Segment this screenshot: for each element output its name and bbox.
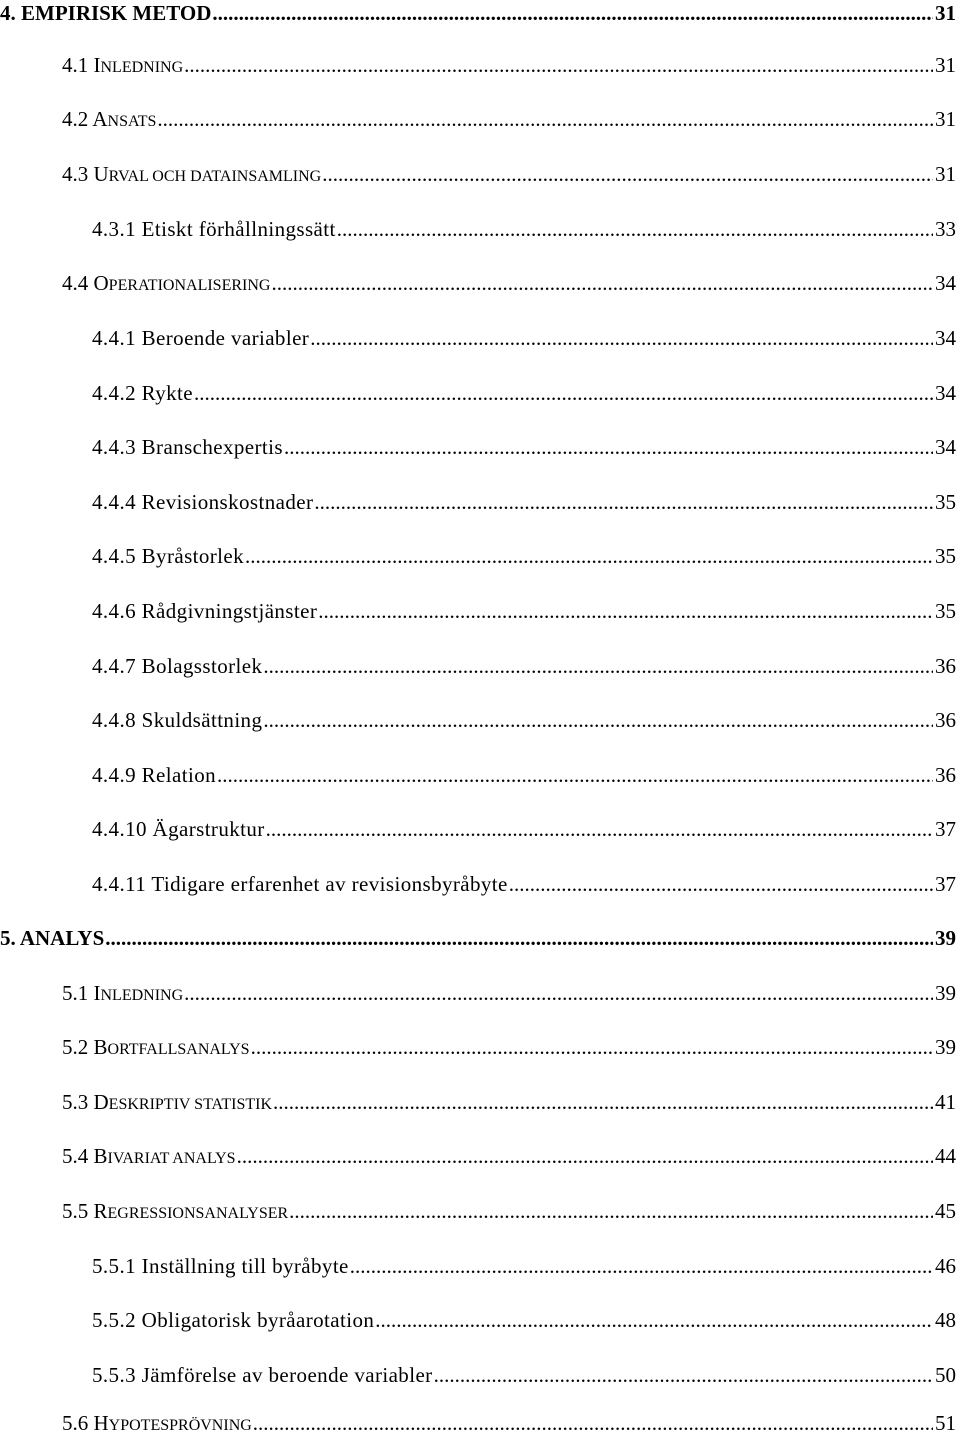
- toc-entry-5-4[interactable]: [62, 1143, 956, 1172]
- toc-entry-5-5-3[interactable]: [92, 1362, 956, 1388]
- toc-entry-page: 31: [935, 1, 956, 25]
- toc-entry-4-3[interactable]: [62, 161, 956, 190]
- toc-entry-page: 48: [935, 1308, 956, 1332]
- toc-entry-initial: B: [93, 1035, 108, 1059]
- toc-entry-5-5-2[interactable]: [92, 1307, 956, 1333]
- toc-entry-page: 45: [935, 1199, 956, 1223]
- dot-leader: [263, 707, 933, 733]
- toc-entry-5-3[interactable]: [62, 1089, 956, 1118]
- toc-entry-page: 35: [935, 544, 956, 568]
- dot-leader: [289, 1198, 933, 1224]
- toc-entry-number: 5.4: [62, 1144, 89, 1168]
- toc-entry-number: 5.6: [62, 1411, 89, 1435]
- toc-entry-smallcaps: NLEDNING: [100, 987, 184, 1004]
- toc-entry-label: 4.4.11 Tidigare erfarenhet av revisionsbyråbyte: [92, 872, 508, 896]
- toc-entry-smallcaps: IVARIAT ANALYS: [107, 1150, 236, 1167]
- toc-entry-page: 37: [935, 872, 956, 896]
- toc-entry-4-4-4[interactable]: [92, 489, 956, 515]
- toc-entry-label: [62, 1034, 250, 1063]
- toc-entry-5-1[interactable]: [62, 980, 956, 1009]
- toc-entry-page: 31: [935, 107, 956, 131]
- toc-entry-page: 44: [935, 1144, 956, 1168]
- toc-entry-initial: U: [93, 162, 109, 186]
- toc-entry-label: [62, 1198, 288, 1227]
- toc-entry-label: 4.4.5 Byråstorlek: [92, 544, 245, 568]
- dot-leader: [263, 653, 933, 679]
- toc-entry-page: 36: [935, 763, 956, 787]
- toc-entry-number: 5.5: [62, 1199, 89, 1223]
- toc-entry-label: [62, 980, 183, 1009]
- toc-entry-page: 34: [935, 326, 956, 350]
- toc-entry-4-3-1[interactable]: [92, 216, 956, 242]
- toc-entry-number: 5.2: [62, 1035, 89, 1059]
- dot-leader: [245, 543, 933, 569]
- toc-entry-label: 4. EMPIRISK METOD: [0, 1, 212, 25]
- toc-entry-page: 34: [935, 271, 956, 295]
- toc-entry-page: 36: [935, 654, 956, 678]
- toc-entry-5-5-1[interactable]: [92, 1253, 956, 1279]
- toc-entry-4-4[interactable]: [62, 270, 956, 299]
- dot-leader: [251, 1034, 933, 1060]
- dot-leader: [314, 489, 933, 515]
- toc-entry-page: 39: [935, 981, 956, 1005]
- toc-entry-5-6[interactable]: [62, 1410, 956, 1439]
- toc-entry-label: 4.4.6 Rådgivningstjänster: [92, 599, 318, 623]
- dot-leader: [194, 380, 933, 406]
- toc-entry-page: 33: [935, 217, 956, 241]
- dot-leader: [318, 598, 933, 624]
- toc-entry-initial: O: [93, 271, 109, 295]
- toc-entry-page: 34: [935, 435, 956, 459]
- toc-entry-chapter-5[interactable]: [0, 925, 956, 951]
- dot-leader: [266, 816, 933, 842]
- dot-leader: [284, 434, 933, 460]
- toc-entry-label: 4.4.3 Branschexpertis: [92, 435, 283, 459]
- toc-entry-4-4-10[interactable]: [92, 816, 956, 842]
- toc-entry-4-4-1[interactable]: [92, 325, 956, 351]
- toc-entry-label: 5.5.2 Obligatorisk byråarotation: [92, 1308, 375, 1332]
- toc-entry-initial: D: [93, 1090, 109, 1114]
- toc-entry-page: 31: [935, 53, 956, 77]
- toc-entry-label: [62, 161, 321, 190]
- toc-entry-page: 31: [935, 162, 956, 186]
- toc-entry-label: [62, 52, 183, 81]
- toc-entry-page: 35: [935, 490, 956, 514]
- toc-entry-number: 4.3: [62, 162, 89, 186]
- toc-entry-4-2[interactable]: [62, 106, 956, 135]
- dot-leader: [237, 1143, 933, 1169]
- toc-entry-label: 4.4.4 Revisionskostnader: [92, 490, 314, 514]
- toc-entry-4-4-7[interactable]: [92, 653, 956, 679]
- toc-entry-number: 4.1: [62, 53, 89, 77]
- toc-entry-5-2[interactable]: [62, 1034, 956, 1063]
- toc-entry-page: 34: [935, 381, 956, 405]
- toc-entry-initial: A: [92, 107, 108, 131]
- dot-leader: [271, 270, 933, 296]
- toc-entry-page: 50: [935, 1363, 956, 1387]
- toc-entry-page: 37: [935, 817, 956, 841]
- dot-leader: [212, 0, 933, 26]
- dot-leader: [105, 925, 933, 951]
- toc-entry-label: [62, 106, 156, 135]
- toc-entry-page: 35: [935, 599, 956, 623]
- toc-entry-4-4-3[interactable]: [92, 434, 956, 460]
- toc-entry-4-4-6[interactable]: [92, 598, 956, 624]
- toc-entry-label: [62, 1410, 252, 1439]
- toc-entry-page: 41: [935, 1090, 956, 1114]
- dot-leader: [184, 52, 933, 78]
- toc-entry-label: [62, 1089, 272, 1118]
- toc-entry-smallcaps: EGRESSIONSANALYSER: [107, 1205, 289, 1222]
- toc-entry-page: 39: [935, 926, 956, 950]
- dot-leader: [434, 1362, 933, 1388]
- toc-entry-4-4-9[interactable]: [92, 762, 956, 788]
- dot-leader: [350, 1253, 933, 1279]
- dot-leader: [157, 106, 933, 132]
- toc-entry-initial: H: [93, 1411, 109, 1435]
- toc-entry-initial: I: [93, 981, 101, 1005]
- toc-entry-4-1[interactable]: [62, 52, 956, 81]
- toc-entry-smallcaps: NLEDNING: [100, 59, 184, 76]
- toc-entry-4-4-2[interactable]: [92, 380, 956, 406]
- toc-entry-smallcaps: ORTFALLSANALYS: [107, 1041, 250, 1058]
- dot-leader: [273, 1089, 933, 1115]
- toc-entry-page: 39: [935, 1035, 956, 1059]
- toc-entry-initial: I: [93, 53, 101, 77]
- toc-entry-label: 4.4.9 Relation: [92, 763, 217, 787]
- toc-entry-5-5[interactable]: [62, 1198, 956, 1227]
- toc-entry-label: 5.5.1 Inställning till byråbyte: [92, 1254, 349, 1278]
- toc-entry-4-4-5[interactable]: [92, 543, 956, 569]
- toc-entry-smallcaps: RVAL OCH DATAINSAMLING: [108, 168, 322, 185]
- toc-entry-label: 4.4.8 Skuldsättning: [92, 708, 263, 732]
- toc-entry-page: 46: [935, 1254, 956, 1278]
- toc-entry-label: [62, 270, 270, 299]
- dot-leader: [375, 1307, 933, 1333]
- dot-leader: [337, 216, 933, 242]
- dot-leader: [217, 762, 933, 788]
- dot-leader: [184, 980, 933, 1006]
- toc-entry-number: 4.4: [62, 271, 89, 295]
- toc-entry-label: 4.4.7 Bolagsstorlek: [92, 654, 263, 678]
- toc-entry-smallcaps: PERATIONALISERING: [108, 277, 271, 294]
- toc-entry-4-4-11[interactable]: [92, 871, 956, 897]
- toc-entry-chapter-4[interactable]: [0, 0, 956, 26]
- toc-entry-number: 5.1: [62, 981, 89, 1005]
- dot-leader: [322, 161, 933, 187]
- toc-entry-label: [62, 1143, 236, 1172]
- toc-entry-4-4-8[interactable]: [92, 707, 956, 733]
- toc-entry-number: 5.3: [62, 1090, 89, 1114]
- toc-entry-initial: B: [93, 1144, 108, 1168]
- toc-entry-label: 5. ANALYS: [0, 926, 105, 950]
- toc-entry-smallcaps: ESKRIPTIV STATISTIK: [108, 1096, 272, 1113]
- toc-entry-initial: R: [93, 1199, 108, 1223]
- toc-entry-label: 4.4.10 Ägarstruktur: [92, 817, 265, 841]
- toc-entry-page: 36: [935, 708, 956, 732]
- toc-entry-label: 4.3.1 Etiskt förhållningssätt: [92, 217, 336, 241]
- toc-entry-label: 4.4.2 Rykte: [92, 381, 193, 405]
- dot-leader: [509, 871, 933, 897]
- toc-entry-label: 5.5.3 Jämförelse av beroende variabler: [92, 1363, 433, 1387]
- toc-entry-smallcaps: YPOTESPRÖVNING: [108, 1417, 252, 1434]
- toc-entry-smallcaps: NSATS: [107, 113, 157, 130]
- toc-entry-page: 51: [935, 1411, 956, 1435]
- dot-leader: [253, 1410, 933, 1436]
- toc-entry-label: 4.4.1 Beroende variabler: [92, 326, 310, 350]
- toc-entry-number: 4.2: [62, 107, 89, 131]
- dot-leader: [310, 325, 933, 351]
